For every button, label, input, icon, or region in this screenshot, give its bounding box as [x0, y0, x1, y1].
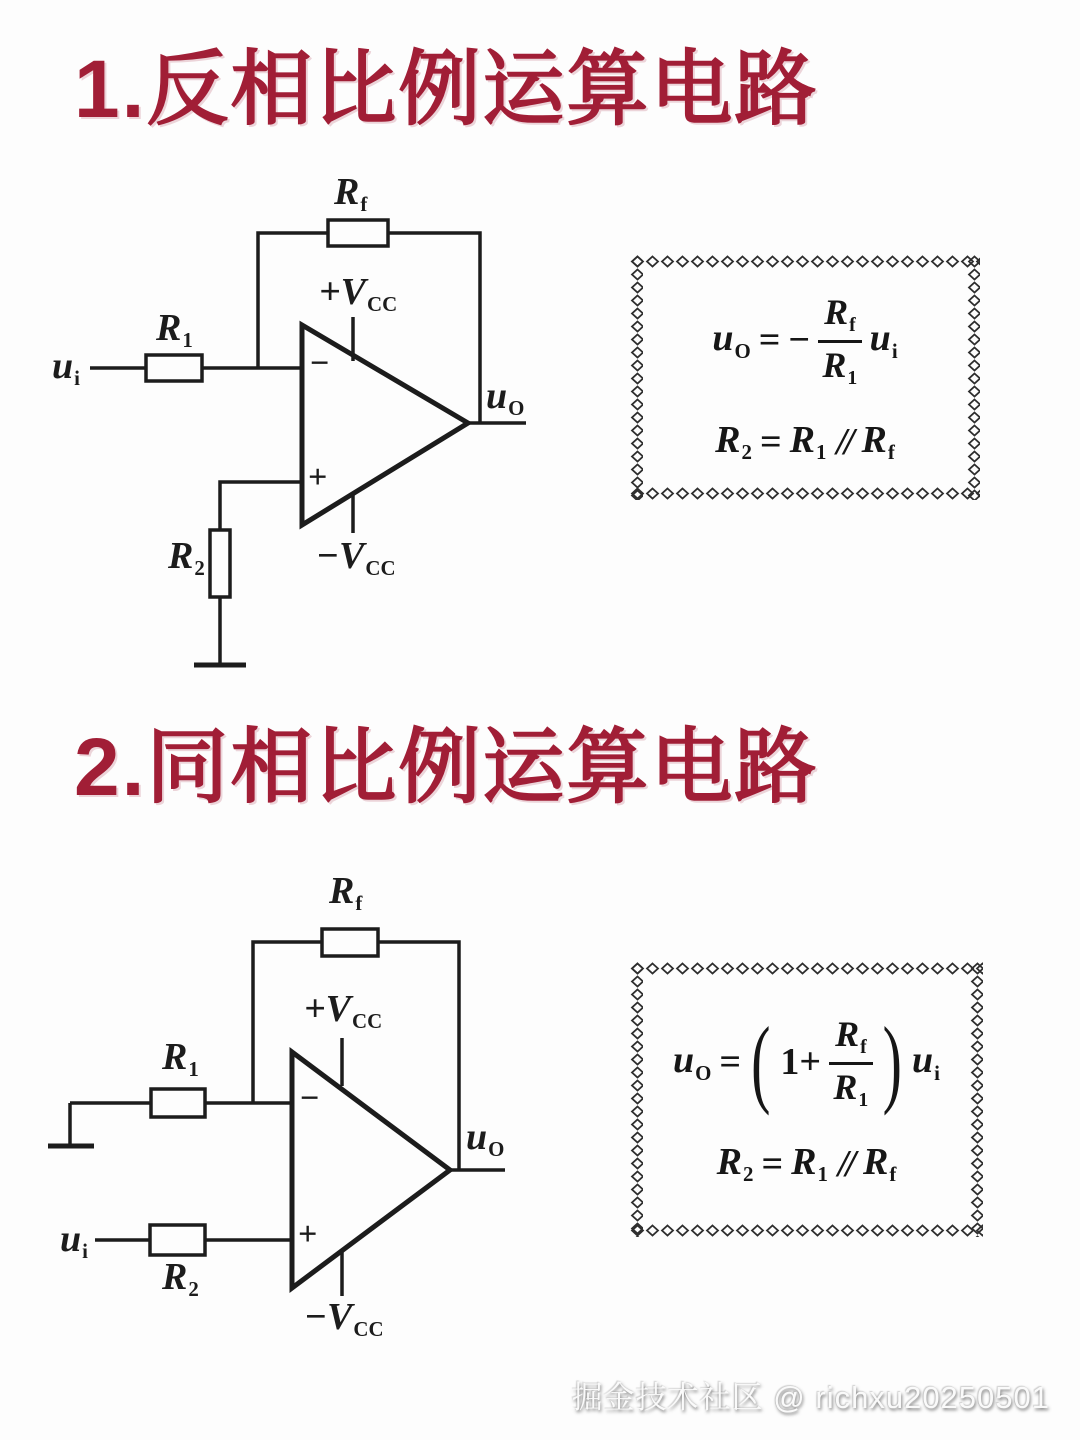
feedback-wire	[258, 233, 480, 423]
resistor-r2	[150, 1225, 205, 1255]
label-vcc-minus: $-V_{CC}$	[304, 1296, 384, 1342]
formula2-rhs: $u_i$	[912, 1039, 940, 1085]
fraction-rf-over-r1: $\frac{R_f}{R_1}$	[829, 1014, 873, 1110]
formula1-r1: $R_1$	[789, 418, 827, 464]
circuit1-inverting-amplifier	[40, 165, 540, 725]
close-paren: )	[882, 1006, 902, 1117]
one-plus-term: 1+	[780, 1041, 822, 1084]
resistor-r2	[210, 530, 230, 597]
section1-title: 1.反相比例运算电路	[74, 44, 819, 135]
feedback-wire	[253, 942, 459, 1170]
label-r2: $R_2$	[168, 535, 205, 581]
formula1-rhs: $u_i$	[869, 317, 898, 363]
formula1-rf: $R_f$	[861, 418, 895, 464]
label-vcc-plus: $+V_{CC}$	[319, 271, 398, 317]
inverting-input-sign: −	[300, 1080, 320, 1117]
formula2-rf: $R_f$	[863, 1140, 897, 1186]
label-vcc-minus: $-V_{CC}$	[316, 535, 396, 581]
resistor-r1	[151, 1089, 205, 1117]
label-r1: $R_1$	[162, 1036, 199, 1082]
label-ui: $u_i$	[52, 345, 80, 391]
fraction-rf-over-r1: $\frac{R_f}{R_1}$	[818, 292, 862, 388]
resistor-rf	[322, 929, 378, 956]
formula2-r1: $R_1$	[791, 1140, 828, 1186]
formula-box-2-content	[646, 978, 967, 1221]
formula2-balance-equation	[716, 1140, 897, 1186]
open-paren: (	[751, 1006, 771, 1117]
formula1-gain-equation	[712, 292, 897, 388]
formula1-r2: $R_2$	[715, 418, 752, 464]
resistor-rf	[328, 220, 388, 246]
equals-sign: =	[719, 1041, 742, 1084]
resistor-r1	[146, 355, 202, 381]
label-r2: $R_2$	[162, 1256, 199, 1302]
formula-box-2	[630, 962, 983, 1237]
formula2-lhs: $u_O$	[673, 1039, 712, 1085]
formula1-balance-equation	[715, 418, 895, 464]
noninverting-input-sign: +	[308, 459, 328, 496]
label-rf: $R_f$	[329, 870, 363, 916]
circuit1-schematic	[40, 165, 540, 725]
equals-sign: =	[761, 1142, 784, 1185]
formula2-gain-equation	[673, 1006, 940, 1117]
inverting-input-sign: −	[310, 345, 330, 382]
noninverting-input-sign: +	[298, 1216, 318, 1253]
formula-box-1	[630, 255, 980, 500]
formula2-r2: $R_2$	[716, 1140, 754, 1186]
noninverting-input-wire	[220, 482, 302, 530]
minus-sign: −	[788, 319, 811, 362]
parallel-operator: //	[836, 420, 852, 463]
equals-sign: =	[758, 319, 781, 362]
section2-title: 2.同相比例运算电路	[74, 722, 819, 813]
label-uo: $u_O$	[486, 375, 525, 421]
formula-box-1-content	[646, 271, 964, 484]
circuit2-noninverting-amplifier	[40, 860, 560, 1380]
watermark: 掘金技术社区 @ richxu20250501	[571, 1380, 1050, 1415]
formula1-lhs: $u_O$	[712, 317, 751, 363]
label-r1: $R_1$	[156, 307, 193, 353]
equals-sign: =	[759, 420, 782, 463]
label-vcc-plus: $+V_{CC}$	[304, 988, 383, 1034]
label-ui: $u_i$	[60, 1218, 88, 1264]
label-rf: $R_f$	[334, 171, 368, 217]
label-uo: $u_O$	[466, 1116, 505, 1162]
parallel-operator: //	[837, 1142, 854, 1185]
